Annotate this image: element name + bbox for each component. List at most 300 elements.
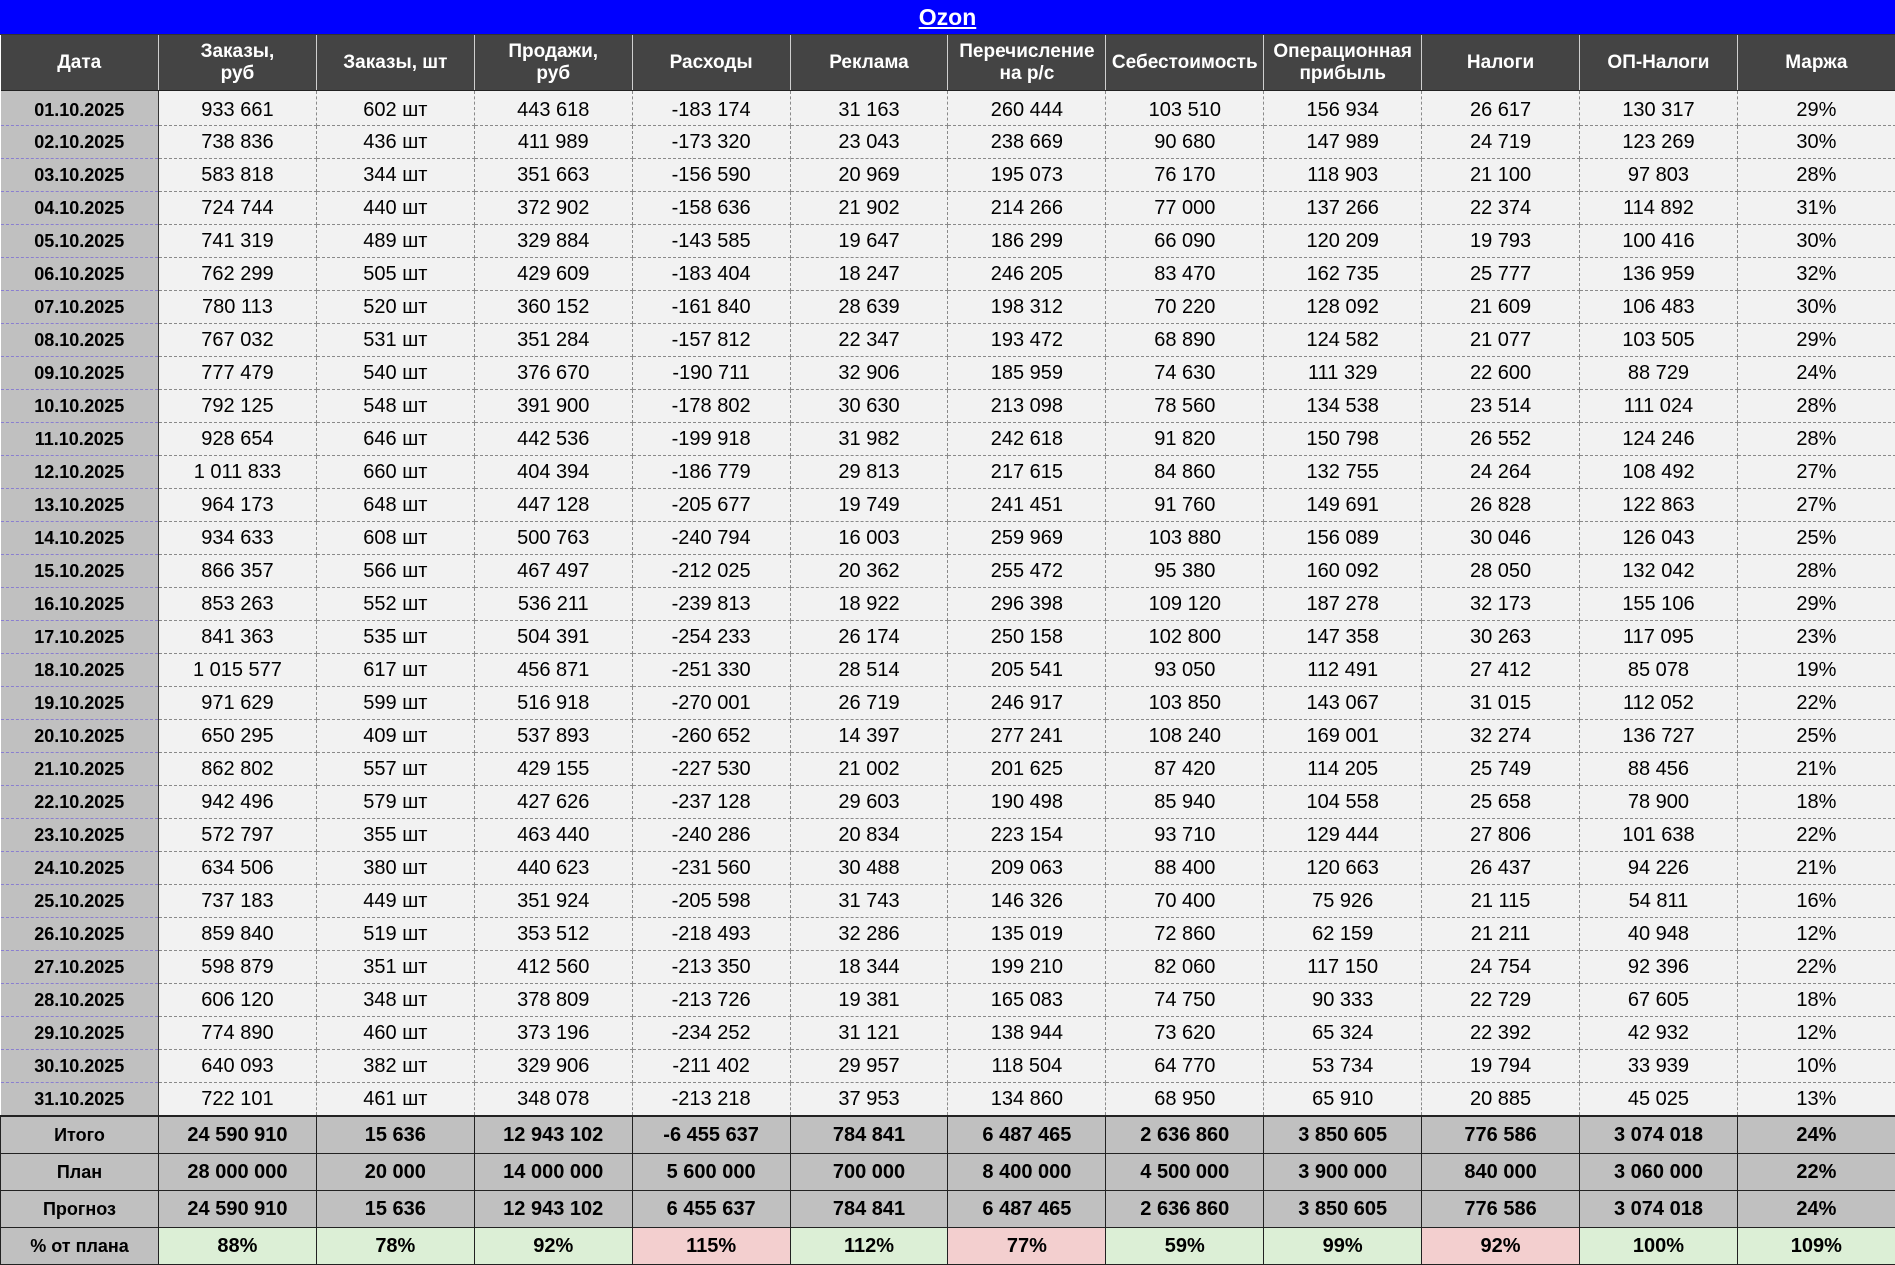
table-cell[interactable]: 277 241 [948,720,1106,753]
date-cell[interactable]: 12.10.2025 [1,456,159,489]
table-cell[interactable]: 412 560 [474,951,632,984]
table-cell[interactable]: 296 398 [948,588,1106,621]
table-cell[interactable]: 91 820 [1106,423,1264,456]
table-cell[interactable]: 14 397 [790,720,948,753]
table-cell[interactable]: 112 491 [1264,654,1422,687]
table-cell[interactable]: 31 982 [790,423,948,456]
table-cell[interactable]: 467 497 [474,555,632,588]
summary-cell[interactable]: 3 900 000 [1264,1154,1422,1191]
table-cell[interactable]: 32 274 [1422,720,1580,753]
table-cell[interactable]: 135 019 [948,918,1106,951]
table-cell[interactable]: 520 шт [316,291,474,324]
table-cell[interactable]: 928 654 [159,423,317,456]
summary-label[interactable]: % от плана [1,1228,159,1265]
table-cell[interactable]: 404 394 [474,456,632,489]
summary-cell[interactable]: 840 000 [1422,1154,1580,1191]
table-cell[interactable]: 429 609 [474,258,632,291]
table-cell[interactable]: 18 344 [790,951,948,984]
table-cell[interactable]: 83 470 [1106,258,1264,291]
table-cell[interactable]: 456 871 [474,654,632,687]
table-cell[interactable]: 12% [1737,1017,1895,1050]
table-cell[interactable]: 10% [1737,1050,1895,1083]
table-cell[interactable]: 599 шт [316,687,474,720]
table-cell[interactable]: 37 953 [790,1083,948,1117]
table-cell[interactable]: -218 493 [632,918,790,951]
table-cell[interactable]: 20 885 [1422,1083,1580,1117]
table-cell[interactable]: 95 380 [1106,555,1264,588]
date-cell[interactable]: 07.10.2025 [1,291,159,324]
table-cell[interactable]: -205 598 [632,885,790,918]
table-cell[interactable]: 27 412 [1422,654,1580,687]
table-cell[interactable]: 30 263 [1422,621,1580,654]
table-cell[interactable]: 150 798 [1264,423,1422,456]
date-cell[interactable]: 28.10.2025 [1,984,159,1017]
table-cell[interactable]: 25% [1737,720,1895,753]
date-cell[interactable]: 10.10.2025 [1,390,159,423]
table-cell[interactable]: 147 358 [1264,621,1422,654]
date-cell[interactable]: 03.10.2025 [1,159,159,192]
summary-cell[interactable]: 4 500 000 [1106,1154,1264,1191]
table-cell[interactable]: 606 120 [159,984,317,1017]
table-cell[interactable]: 971 629 [159,687,317,720]
table-cell[interactable]: -254 233 [632,621,790,654]
date-cell[interactable]: 25.10.2025 [1,885,159,918]
table-cell[interactable]: 608 шт [316,522,474,555]
table-cell[interactable]: 519 шт [316,918,474,951]
table-cell[interactable]: 209 063 [948,852,1106,885]
table-cell[interactable]: 566 шт [316,555,474,588]
table-cell[interactable]: -213 350 [632,951,790,984]
table-cell[interactable]: -234 252 [632,1017,790,1050]
table-cell[interactable]: 199 210 [948,951,1106,984]
table-cell[interactable]: 87 420 [1106,753,1264,786]
table-cell[interactable]: 149 691 [1264,489,1422,522]
table-cell[interactable]: 120 663 [1264,852,1422,885]
summary-cell[interactable]: 115% [632,1228,790,1265]
column-header[interactable]: Налоги [1422,35,1580,91]
table-cell[interactable]: 1 015 577 [159,654,317,687]
table-cell[interactable]: 646 шт [316,423,474,456]
summary-cell[interactable]: 14 000 000 [474,1154,632,1191]
table-cell[interactable]: 187 278 [1264,588,1422,621]
table-cell[interactable]: 22% [1737,687,1895,720]
table-cell[interactable]: 409 шт [316,720,474,753]
table-cell[interactable]: -211 402 [632,1050,790,1083]
table-cell[interactable]: 774 890 [159,1017,317,1050]
table-cell[interactable]: 443 618 [474,91,632,126]
table-cell[interactable]: 741 319 [159,225,317,258]
table-cell[interactable]: 32 173 [1422,588,1580,621]
table-cell[interactable]: 213 098 [948,390,1106,423]
table-cell[interactable]: 26 719 [790,687,948,720]
table-cell[interactable]: 21 902 [790,192,948,225]
table-cell[interactable]: 156 089 [1264,522,1422,555]
table-cell[interactable]: -239 813 [632,588,790,621]
table-cell[interactable]: -183 404 [632,258,790,291]
summary-label[interactable]: Итого [1,1116,159,1154]
table-cell[interactable]: 351 284 [474,324,632,357]
table-cell[interactable]: 117 095 [1580,621,1738,654]
table-cell[interactable]: 28% [1737,555,1895,588]
table-cell[interactable]: 30 046 [1422,522,1580,555]
summary-cell[interactable]: 3 074 018 [1580,1116,1738,1154]
table-cell[interactable]: 866 357 [159,555,317,588]
table-cell[interactable]: 19 647 [790,225,948,258]
table-cell[interactable]: 64 770 [1106,1050,1264,1083]
table-cell[interactable]: 27 806 [1422,819,1580,852]
table-cell[interactable]: 100 416 [1580,225,1738,258]
table-cell[interactable]: 22% [1737,819,1895,852]
table-cell[interactable]: 118 903 [1264,159,1422,192]
table-cell[interactable]: 489 шт [316,225,474,258]
table-cell[interactable]: 516 918 [474,687,632,720]
table-cell[interactable]: 964 173 [159,489,317,522]
table-cell[interactable]: 103 850 [1106,687,1264,720]
date-cell[interactable]: 31.10.2025 [1,1083,159,1117]
table-cell[interactable]: 26 437 [1422,852,1580,885]
column-header[interactable]: Операционная прибыль [1264,35,1422,91]
table-cell[interactable]: 97 803 [1580,159,1738,192]
table-cell[interactable]: 29% [1737,91,1895,126]
table-cell[interactable]: 260 444 [948,91,1106,126]
table-cell[interactable]: 53 734 [1264,1050,1422,1083]
table-cell[interactable]: 103 880 [1106,522,1264,555]
table-cell[interactable]: -183 174 [632,91,790,126]
table-cell[interactable]: 22 392 [1422,1017,1580,1050]
table-cell[interactable]: 767 032 [159,324,317,357]
summary-cell[interactable]: 92% [474,1228,632,1265]
column-header[interactable]: ОП-Налоги [1580,35,1738,91]
table-cell[interactable]: 217 615 [948,456,1106,489]
table-cell[interactable]: 449 шт [316,885,474,918]
table-cell[interactable]: 72 860 [1106,918,1264,951]
table-cell[interactable]: 29 957 [790,1050,948,1083]
table-cell[interactable]: 25% [1737,522,1895,555]
table-cell[interactable]: -156 590 [632,159,790,192]
table-cell[interactable]: 74 630 [1106,357,1264,390]
table-cell[interactable]: 65 910 [1264,1083,1422,1117]
date-cell[interactable]: 30.10.2025 [1,1050,159,1083]
date-cell[interactable]: 24.10.2025 [1,852,159,885]
date-cell[interactable]: 06.10.2025 [1,258,159,291]
table-cell[interactable]: 112 052 [1580,687,1738,720]
table-cell[interactable]: 106 483 [1580,291,1738,324]
table-cell[interactable]: 378 809 [474,984,632,1017]
table-cell[interactable]: 934 633 [159,522,317,555]
summary-cell[interactable]: 2 636 860 [1106,1116,1264,1154]
summary-cell[interactable]: 109% [1737,1228,1895,1265]
table-cell[interactable]: 126 043 [1580,522,1738,555]
summary-cell[interactable]: 112% [790,1228,948,1265]
table-cell[interactable]: 84 860 [1106,456,1264,489]
table-cell[interactable]: 186 299 [948,225,1106,258]
table-cell[interactable]: 241 451 [948,489,1106,522]
table-cell[interactable]: 722 101 [159,1083,317,1117]
table-cell[interactable]: 21 115 [1422,885,1580,918]
table-cell[interactable]: 29% [1737,324,1895,357]
table-cell[interactable]: 122 863 [1580,489,1738,522]
summary-cell[interactable]: 100% [1580,1228,1738,1265]
table-cell[interactable]: 108 492 [1580,456,1738,489]
summary-cell[interactable]: 3 060 000 [1580,1154,1738,1191]
table-cell[interactable]: 634 506 [159,852,317,885]
summary-cell[interactable]: 6 487 465 [948,1191,1106,1228]
table-cell[interactable]: 66 090 [1106,225,1264,258]
table-cell[interactable]: -213 726 [632,984,790,1017]
column-header[interactable]: Реклама [790,35,948,91]
date-cell[interactable]: 18.10.2025 [1,654,159,687]
table-cell[interactable]: 382 шт [316,1050,474,1083]
table-cell[interactable]: -186 779 [632,456,790,489]
table-cell[interactable]: 13% [1737,1083,1895,1117]
date-cell[interactable]: 17.10.2025 [1,621,159,654]
table-cell[interactable]: 859 840 [159,918,317,951]
table-cell[interactable]: 134 860 [948,1083,1106,1117]
table-cell[interactable]: 648 шт [316,489,474,522]
table-cell[interactable]: 660 шт [316,456,474,489]
date-cell[interactable]: 23.10.2025 [1,819,159,852]
table-cell[interactable]: 160 092 [1264,555,1422,588]
table-cell[interactable]: 29% [1737,588,1895,621]
table-cell[interactable]: 24 754 [1422,951,1580,984]
summary-cell[interactable]: 3 850 605 [1264,1191,1422,1228]
table-cell[interactable]: 90 680 [1106,126,1264,159]
table-cell[interactable]: 23 514 [1422,390,1580,423]
table-cell[interactable]: 737 183 [159,885,317,918]
table-cell[interactable]: 20 834 [790,819,948,852]
column-header[interactable]: Перечисление на р/с [948,35,1106,91]
table-cell[interactable]: 353 512 [474,918,632,951]
date-cell[interactable]: 16.10.2025 [1,588,159,621]
date-cell[interactable]: 04.10.2025 [1,192,159,225]
table-cell[interactable]: 156 934 [1264,91,1422,126]
column-header[interactable]: Маржа [1737,35,1895,91]
table-cell[interactable]: 22 729 [1422,984,1580,1017]
table-cell[interactable]: 54 811 [1580,885,1738,918]
table-cell[interactable]: 31 163 [790,91,948,126]
table-cell[interactable]: 129 444 [1264,819,1422,852]
table-cell[interactable]: 18 922 [790,588,948,621]
table-cell[interactable]: 24 719 [1422,126,1580,159]
table-cell[interactable]: 351 663 [474,159,632,192]
summary-cell[interactable]: 22% [1737,1154,1895,1191]
table-cell[interactable]: 18% [1737,984,1895,1017]
table-cell[interactable]: 27% [1737,489,1895,522]
table-cell[interactable]: 85 940 [1106,786,1264,819]
table-cell[interactable]: 169 001 [1264,720,1422,753]
summary-cell[interactable]: 6 455 637 [632,1191,790,1228]
table-cell[interactable]: -231 560 [632,852,790,885]
table-cell[interactable]: 246 205 [948,258,1106,291]
table-cell[interactable]: 45 025 [1580,1083,1738,1117]
table-cell[interactable]: 391 900 [474,390,632,423]
table-cell[interactable]: -158 636 [632,192,790,225]
table-cell[interactable]: 108 240 [1106,720,1264,753]
table-cell[interactable]: 91 760 [1106,489,1264,522]
table-cell[interactable]: 68 890 [1106,324,1264,357]
table-cell[interactable]: 351 шт [316,951,474,984]
table-cell[interactable]: 185 959 [948,357,1106,390]
table-cell[interactable]: 19% [1737,654,1895,687]
table-cell[interactable]: 540 шт [316,357,474,390]
table-cell[interactable]: 111 329 [1264,357,1422,390]
table-cell[interactable]: 531 шт [316,324,474,357]
summary-cell[interactable]: 92% [1422,1228,1580,1265]
table-cell[interactable]: 598 879 [159,951,317,984]
table-cell[interactable]: 246 917 [948,687,1106,720]
table-cell[interactable]: 93 050 [1106,654,1264,687]
table-cell[interactable]: 28% [1737,390,1895,423]
table-cell[interactable]: 143 067 [1264,687,1422,720]
summary-cell[interactable]: 3 074 018 [1580,1191,1738,1228]
summary-cell[interactable]: 2 636 860 [1106,1191,1264,1228]
summary-cell[interactable]: 12 943 102 [474,1116,632,1154]
table-cell[interactable]: 16% [1737,885,1895,918]
table-cell[interactable]: 31% [1737,192,1895,225]
table-cell[interactable]: 579 шт [316,786,474,819]
table-cell[interactable]: 853 263 [159,588,317,621]
summary-cell[interactable]: 8 400 000 [948,1154,1106,1191]
table-cell[interactable]: 26 617 [1422,91,1580,126]
table-cell[interactable]: 250 158 [948,621,1106,654]
table-cell[interactable]: 136 959 [1580,258,1738,291]
table-cell[interactable]: 762 299 [159,258,317,291]
table-cell[interactable]: 724 744 [159,192,317,225]
summary-cell[interactable]: 20 000 [316,1154,474,1191]
summary-cell[interactable]: 24 590 910 [159,1191,317,1228]
table-cell[interactable]: 165 083 [948,984,1106,1017]
date-cell[interactable]: 01.10.2025 [1,91,159,126]
table-cell[interactable]: 344 шт [316,159,474,192]
table-cell[interactable]: 777 479 [159,357,317,390]
summary-cell[interactable]: 15 636 [316,1116,474,1154]
table-cell[interactable]: 21% [1737,753,1895,786]
table-cell[interactable]: 429 155 [474,753,632,786]
table-cell[interactable]: -173 320 [632,126,790,159]
table-cell[interactable]: 68 950 [1106,1083,1264,1117]
table-cell[interactable]: 214 266 [948,192,1106,225]
table-cell[interactable]: 20 362 [790,555,948,588]
table-cell[interactable]: 557 шт [316,753,474,786]
table-cell[interactable]: 190 498 [948,786,1106,819]
table-cell[interactable]: 351 924 [474,885,632,918]
table-cell[interactable]: 442 536 [474,423,632,456]
date-cell[interactable]: 09.10.2025 [1,357,159,390]
table-cell[interactable]: 28% [1737,159,1895,192]
table-cell[interactable]: -240 794 [632,522,790,555]
date-cell[interactable]: 20.10.2025 [1,720,159,753]
table-cell[interactable]: 31 121 [790,1017,948,1050]
table-cell[interactable]: 90 333 [1264,984,1422,1017]
table-cell[interactable]: -157 812 [632,324,790,357]
table-cell[interactable]: 132 755 [1264,456,1422,489]
table-cell[interactable]: 205 541 [948,654,1106,687]
table-cell[interactable]: 88 456 [1580,753,1738,786]
table-cell[interactable]: 20 969 [790,159,948,192]
date-cell[interactable]: 29.10.2025 [1,1017,159,1050]
table-cell[interactable]: 19 794 [1422,1050,1580,1083]
table-cell[interactable]: -260 652 [632,720,790,753]
summary-cell[interactable]: -6 455 637 [632,1116,790,1154]
summary-cell[interactable]: 59% [1106,1228,1264,1265]
table-cell[interactable]: 77 000 [1106,192,1264,225]
table-cell[interactable]: 572 797 [159,819,317,852]
summary-cell[interactable]: 15 636 [316,1191,474,1228]
table-cell[interactable]: 117 150 [1264,951,1422,984]
table-cell[interactable]: 440 623 [474,852,632,885]
table-cell[interactable]: 650 295 [159,720,317,753]
date-cell[interactable]: 21.10.2025 [1,753,159,786]
table-cell[interactable]: 155 106 [1580,588,1738,621]
table-cell[interactable]: -143 585 [632,225,790,258]
table-cell[interactable]: 447 128 [474,489,632,522]
table-cell[interactable]: 22 347 [790,324,948,357]
table-cell[interactable]: 29 813 [790,456,948,489]
table-cell[interactable]: 942 496 [159,786,317,819]
table-cell[interactable]: 583 818 [159,159,317,192]
summary-cell[interactable]: 12 943 102 [474,1191,632,1228]
date-cell[interactable]: 11.10.2025 [1,423,159,456]
table-cell[interactable]: 28 050 [1422,555,1580,588]
table-cell[interactable]: 134 538 [1264,390,1422,423]
table-cell[interactable]: 376 670 [474,357,632,390]
table-cell[interactable]: -199 918 [632,423,790,456]
table-cell[interactable]: 23% [1737,621,1895,654]
table-cell[interactable]: 28 639 [790,291,948,324]
date-cell[interactable]: 15.10.2025 [1,555,159,588]
table-cell[interactable]: -205 677 [632,489,790,522]
table-cell[interactable]: 146 326 [948,885,1106,918]
table-cell[interactable]: 67 605 [1580,984,1738,1017]
table-cell[interactable]: 30% [1737,126,1895,159]
table-cell[interactable]: 548 шт [316,390,474,423]
table-cell[interactable]: 380 шт [316,852,474,885]
table-cell[interactable]: 535 шт [316,621,474,654]
table-cell[interactable]: -213 218 [632,1083,790,1117]
table-cell[interactable]: 136 727 [1580,720,1738,753]
table-cell[interactable]: 101 638 [1580,819,1738,852]
table-cell[interactable]: -237 128 [632,786,790,819]
table-cell[interactable]: 348 шт [316,984,474,1017]
table-cell[interactable]: 32% [1737,258,1895,291]
table-cell[interactable]: -270 001 [632,687,790,720]
summary-cell[interactable]: 24% [1737,1116,1895,1154]
table-cell[interactable]: 504 391 [474,621,632,654]
table-cell[interactable]: 40 948 [1580,918,1738,951]
table-cell[interactable]: 65 324 [1264,1017,1422,1050]
table-cell[interactable]: 348 078 [474,1083,632,1117]
table-cell[interactable]: 118 504 [948,1050,1106,1083]
table-cell[interactable]: 120 209 [1264,225,1422,258]
table-cell[interactable]: 933 661 [159,91,317,126]
date-cell[interactable]: 08.10.2025 [1,324,159,357]
table-cell[interactable]: 372 902 [474,192,632,225]
table-cell[interactable]: 75 926 [1264,885,1422,918]
table-cell[interactable]: 21 002 [790,753,948,786]
table-cell[interactable]: 30 630 [790,390,948,423]
table-cell[interactable]: 22 374 [1422,192,1580,225]
table-cell[interactable]: 124 246 [1580,423,1738,456]
table-cell[interactable]: 111 024 [1580,390,1738,423]
table-cell[interactable]: 30% [1737,225,1895,258]
table-cell[interactable]: 373 196 [474,1017,632,1050]
date-cell[interactable]: 26.10.2025 [1,918,159,951]
table-cell[interactable]: 26 174 [790,621,948,654]
column-header[interactable]: Заказы, шт [316,35,474,91]
table-cell[interactable]: 23 043 [790,126,948,159]
summary-cell[interactable]: 5 600 000 [632,1154,790,1191]
table-cell[interactable]: 195 073 [948,159,1106,192]
